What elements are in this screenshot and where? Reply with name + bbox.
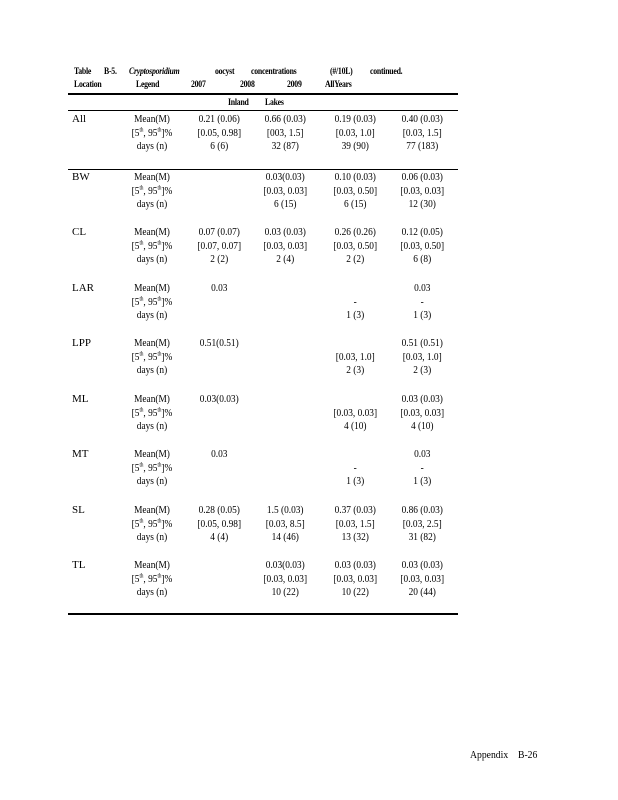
legend-pct-a: [5: [131, 572, 140, 585]
cell-c2009-line3: 1 (3): [346, 309, 365, 321]
cell-c2009-line3: 39 (90): [341, 140, 369, 152]
legend-mean: Mean(M): [134, 393, 170, 405]
row-legend-block: [118, 448, 186, 489]
cell-c2008-line1: 0.03(0.03): [265, 171, 305, 183]
legend-pct-c: ]%: [161, 517, 173, 530]
cell-c2008-line2: [0.03, 0.03]: [263, 572, 308, 585]
legend-percentile: [118, 185, 186, 199]
cell-c2008-line1: 0.03 (0.03): [264, 226, 306, 238]
cell-c2008-line1: 1.5 (0.03): [266, 504, 304, 516]
cell-c2007-line1: 0.28 (0.05): [198, 504, 240, 516]
legend-pct-th: th: [139, 239, 144, 246]
legend-pct-th: th: [139, 126, 144, 133]
legend-days: days (n): [136, 309, 168, 321]
cell-c2008-line3: 10 (22): [271, 586, 299, 598]
legend-percentile: [118, 407, 186, 421]
cell-c2009-line1: 0.10 (0.03): [334, 171, 376, 183]
col-header-legend: Legend: [136, 80, 160, 90]
cell-c2007-line2: [0.05, 0.98]: [197, 126, 242, 139]
cell-call-line1: 0.12 (0.05): [401, 226, 443, 238]
row-legend-block: [118, 226, 186, 267]
legend-pct-th: th: [157, 184, 162, 191]
cell-call-line3: 4 (10): [410, 420, 434, 432]
continued-label: continued.: [370, 67, 403, 77]
legend-pct-a: [5: [131, 517, 140, 530]
table-label: Table: [74, 67, 92, 77]
col-header-2007: 2007: [191, 80, 206, 90]
legend-pct-th: th: [157, 406, 162, 413]
cell-c2007-line3: 4 (4): [210, 531, 229, 543]
legend-days: days (n): [136, 420, 168, 432]
group-label-inland: Inland: [228, 98, 249, 108]
row-location: SL: [72, 504, 85, 516]
cell-call-line2: [0.03, 1.0]: [402, 350, 442, 363]
cell-c2008-line1: 0.03(0.03): [265, 559, 305, 571]
legend-pct-c: ]%: [161, 350, 173, 363]
all-row-separator: [68, 169, 458, 170]
cell-call-line2: -: [420, 461, 424, 474]
cell-c2007-line1: 0.03: [211, 282, 228, 294]
legend-pct-b: , 95: [143, 126, 158, 139]
col-header-all-years: AllYears: [325, 80, 352, 90]
organism-name: Cryptosporidium: [129, 67, 180, 77]
cell-c2008-line2: [0.03, 0.03]: [263, 184, 308, 197]
cell-c2009-line2: -: [353, 461, 357, 474]
unit-label: (#/10L): [330, 67, 353, 77]
legend-days: days (n): [136, 531, 168, 543]
cell-call-line1: 0.86 (0.03): [401, 504, 443, 516]
cell-c2009-line3: 2 (2): [346, 253, 365, 265]
legend-mean: Mean(M): [134, 282, 170, 294]
legend-pct-th: th: [139, 517, 144, 524]
legend-pct-c: ]%: [161, 461, 173, 474]
cell-call-line3: 20 (44): [408, 586, 436, 598]
cell-c2008-line2: [003, 1.5]: [266, 126, 304, 139]
cell-c2009-line2: [0.03, 0.03]: [333, 572, 378, 585]
cell-c2008-line2: [0.03, 8.5]: [265, 517, 305, 530]
cell-c2009-line2: [0.03, 1.0]: [335, 350, 375, 363]
header-rule-top: [68, 93, 458, 95]
legend-pct-a: [5: [131, 239, 140, 252]
cell-c2007-line1: 0.03: [211, 448, 228, 460]
row-legend-block: [118, 171, 186, 212]
legend-pct-a: [5: [131, 350, 140, 363]
row-location: MT: [72, 448, 89, 460]
cell-call-line2: [0.03, 1.5]: [402, 126, 442, 139]
legend-percentile: [118, 351, 186, 365]
table-bottom-rule: [68, 613, 458, 615]
legend-pct-c: ]%: [161, 239, 173, 252]
cell-call-line1: 0.03 (0.03): [401, 393, 443, 405]
cell-c2009-line2: [0.03, 0.50]: [333, 239, 378, 252]
cell-c2007-line2: [0.05, 0.98]: [197, 517, 242, 530]
legend-percentile: [118, 127, 186, 141]
row-location: LPP: [72, 337, 91, 349]
legend-pct-th: th: [157, 461, 162, 468]
cell-call-line1: 0.03: [414, 448, 431, 460]
legend-mean: Mean(M): [134, 559, 170, 571]
cell-c2007-line1: 0.21 (0.06): [198, 113, 240, 125]
legend-percentile: [118, 296, 186, 310]
row-legend-block: [118, 337, 186, 378]
legend-pct-a: [5: [131, 184, 140, 197]
legend-pct-a: [5: [131, 126, 140, 139]
legend-days: days (n): [136, 475, 168, 487]
header-rule-bottom: [68, 110, 458, 111]
legend-days: days (n): [136, 198, 168, 210]
legend-mean: Mean(M): [134, 504, 170, 516]
legend-pct-b: , 95: [143, 572, 158, 585]
cell-call-line1: 0.40 (0.03): [401, 113, 443, 125]
cell-c2007-line3: 2 (2): [210, 253, 229, 265]
cell-c2009-line2: [0.03, 1.0]: [335, 126, 375, 139]
cell-c2009-line3: 10 (22): [341, 586, 369, 598]
legend-pct-b: , 95: [143, 184, 158, 197]
cell-c2009-line2: [0.03, 0.50]: [333, 184, 378, 197]
cell-call-line2: [0.03, 2.5]: [402, 517, 442, 530]
title-word-oocyst: oocyst: [215, 67, 235, 77]
legend-mean: Mean(M): [134, 113, 170, 125]
row-location: BW: [72, 171, 90, 183]
legend-pct-a: [5: [131, 295, 140, 308]
row-legend-block: [118, 113, 186, 154]
cell-call-line2: [0.03, 0.03]: [400, 572, 445, 585]
cell-c2009-line3: 13 (32): [341, 531, 369, 543]
title-word-concentrations: concentrations: [251, 67, 297, 77]
cell-c2008-line2: [0.03, 0.03]: [263, 239, 308, 252]
legend-mean: Mean(M): [134, 337, 170, 349]
legend-pct-b: , 95: [143, 239, 158, 252]
legend-percentile: [118, 240, 186, 254]
cell-c2009-line2: [0.03, 1.5]: [335, 517, 375, 530]
cell-call-line2: -: [420, 295, 424, 308]
cell-c2007-line3: 6 (6): [210, 140, 229, 152]
cell-call-line1: 0.06 (0.03): [401, 171, 443, 183]
legend-pct-th: th: [157, 295, 162, 302]
legend-mean: Mean(M): [134, 448, 170, 460]
legend-mean: Mean(M): [134, 226, 170, 238]
legend-percentile: [118, 462, 186, 476]
cell-c2009-line3: 6 (15): [343, 198, 367, 210]
legend-pct-th: th: [139, 461, 144, 468]
legend-pct-th: th: [139, 295, 144, 302]
col-header-2009: 2009: [287, 80, 302, 90]
cell-call-line1: 0.51 (0.51): [401, 337, 443, 349]
cell-call-line3: 12 (30): [408, 198, 436, 210]
cell-c2008-line3: 2 (4): [276, 253, 295, 265]
cell-call-line1: 0.03: [414, 282, 431, 294]
cell-c2009-line3: 1 (3): [346, 475, 365, 487]
cell-c2008-line3: 32 (87): [271, 140, 299, 152]
col-header-location: Location: [74, 80, 102, 90]
row-location: All: [72, 113, 87, 125]
row-location: LAR: [72, 282, 94, 294]
col-header-2008: 2008: [240, 80, 255, 90]
cell-c2008-line3: 14 (46): [271, 531, 299, 543]
legend-pct-th: th: [157, 239, 162, 246]
cell-c2009-line2: [0.03, 0.03]: [333, 406, 378, 419]
cell-call-line3: 77 (183): [406, 140, 439, 152]
legend-pct-th: th: [139, 572, 144, 579]
legend-pct-th: th: [157, 126, 162, 133]
row-location: TL: [72, 559, 86, 571]
cell-call-line2: [0.03, 0.03]: [400, 406, 445, 419]
legend-days: days (n): [136, 586, 168, 598]
cell-c2009-line2: -: [353, 295, 357, 308]
legend-pct-b: , 95: [143, 406, 158, 419]
legend-percentile: [118, 573, 186, 587]
legend-pct-th: th: [139, 350, 144, 357]
legend-pct-b: , 95: [143, 350, 158, 363]
legend-pct-a: [5: [131, 461, 140, 474]
legend-pct-a: [5: [131, 406, 140, 419]
cell-c2009-line1: 0.19 (0.03): [334, 113, 376, 125]
cell-c2007-line2: [0.07, 0.07]: [197, 239, 242, 252]
footer-appendix: Appendix: [470, 749, 509, 761]
legend-pct-b: , 95: [143, 461, 158, 474]
cell-c2009-line3: 2 (3): [346, 364, 365, 376]
legend-pct-th: th: [157, 350, 162, 357]
row-legend-block: [118, 559, 186, 600]
footer-page-number: B-26: [518, 749, 538, 761]
cell-call-line3: 1 (3): [413, 475, 432, 487]
legend-days: days (n): [136, 364, 168, 376]
legend-pct-c: ]%: [161, 406, 173, 419]
legend-pct-th: th: [157, 572, 162, 579]
row-legend-block: [118, 504, 186, 545]
row-legend-block: [118, 282, 186, 323]
legend-pct-th: th: [139, 406, 144, 413]
row-location: CL: [72, 226, 87, 238]
cell-c2009-line1: 0.37 (0.03): [334, 504, 376, 516]
cell-call-line3: 1 (3): [413, 309, 432, 321]
legend-pct-b: , 95: [143, 295, 158, 308]
cell-c2007-line1: 0.03(0.03): [199, 393, 239, 405]
cell-call-line3: 31 (82): [408, 531, 436, 543]
row-location: ML: [72, 393, 89, 405]
legend-pct-c: ]%: [161, 126, 173, 139]
row-legend-block: [118, 393, 186, 434]
legend-pct-th: th: [139, 184, 144, 191]
cell-c2008-line3: 6 (15): [273, 198, 297, 210]
cell-call-line3: 2 (3): [413, 364, 432, 376]
table-id: B-5.: [104, 67, 117, 77]
cell-c2007-line1: 0.07 (0.07): [198, 226, 240, 238]
legend-days: days (n): [136, 253, 168, 265]
cell-call-line1: 0.03 (0.03): [401, 559, 443, 571]
cell-call-line2: [0.03, 0.50]: [400, 239, 445, 252]
cell-call-line2: [0.03, 0.03]: [400, 184, 445, 197]
cell-c2009-line1: 0.26 (0.26): [334, 226, 376, 238]
legend-days: days (n): [136, 140, 168, 152]
cell-call-line3: 6 (8): [413, 253, 432, 265]
legend-pct-c: ]%: [161, 184, 173, 197]
cell-c2008-line1: 0.66 (0.03): [264, 113, 306, 125]
legend-mean: Mean(M): [134, 171, 170, 183]
legend-pct-th: th: [157, 517, 162, 524]
cell-c2009-line3: 4 (10): [343, 420, 367, 432]
legend-pct-c: ]%: [161, 572, 173, 585]
group-label-lakes: Lakes: [265, 98, 284, 108]
legend-pct-b: , 95: [143, 517, 158, 530]
legend-percentile: [118, 518, 186, 532]
legend-pct-c: ]%: [161, 295, 173, 308]
cell-c2007-line1: 0.51(0.51): [199, 337, 239, 349]
cell-c2009-line1: 0.03 (0.03): [334, 559, 376, 571]
